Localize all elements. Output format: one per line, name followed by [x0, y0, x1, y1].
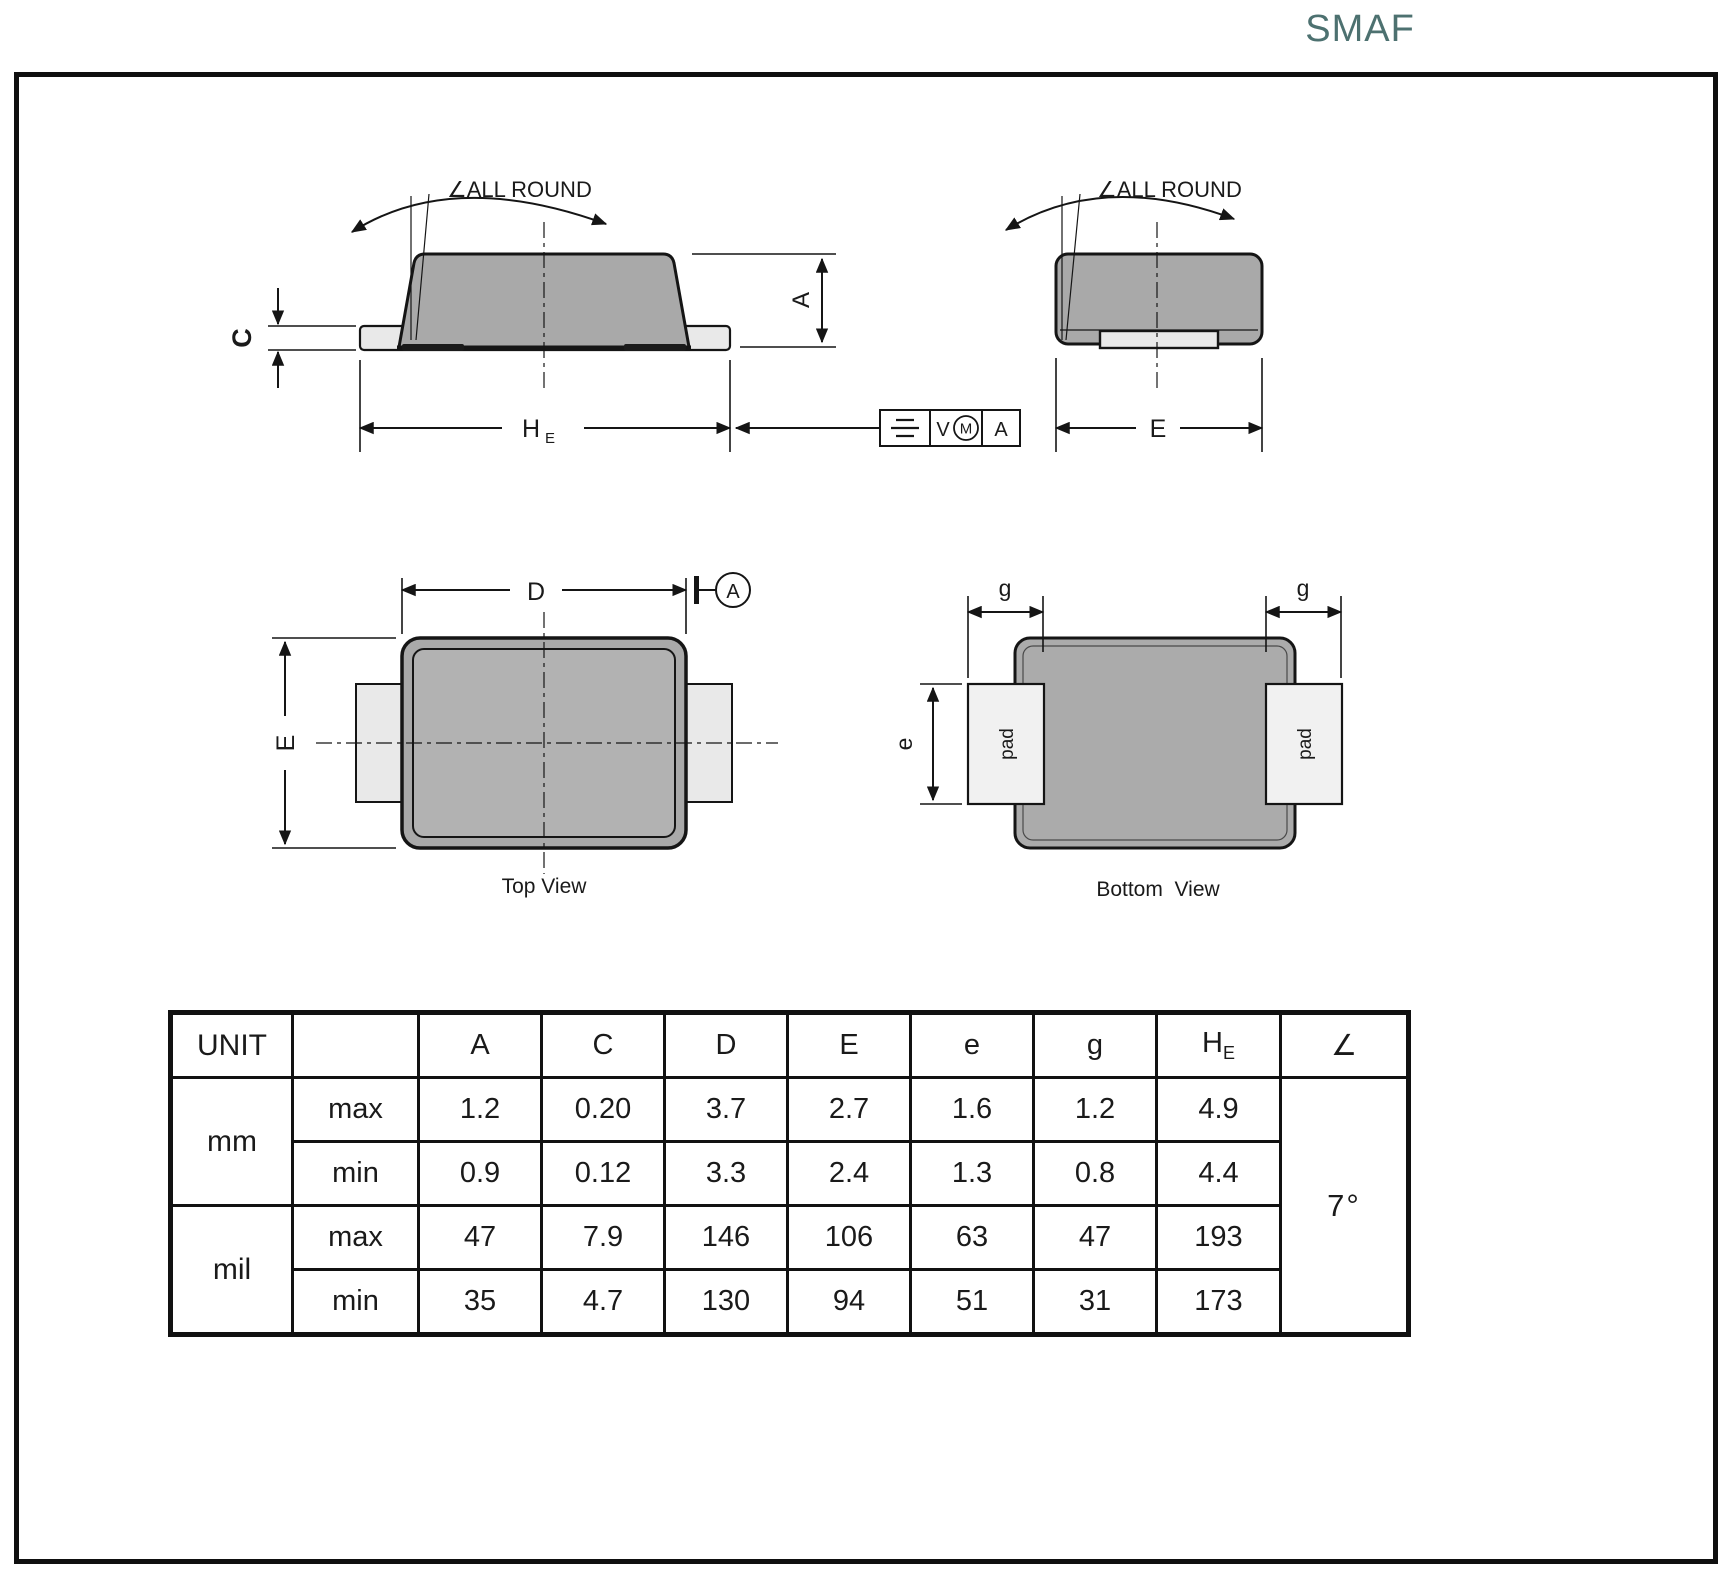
- cell-mil-max-he: 193: [1157, 1206, 1281, 1270]
- header-col-e: E: [788, 1013, 911, 1078]
- row-label-min: min: [293, 1142, 419, 1206]
- cell-mm-max-e: 2.7: [788, 1078, 911, 1142]
- dimension-table: [168, 1010, 1411, 1337]
- front-dim-he-sub: E: [545, 430, 556, 447]
- bottom-pad-right-label: pad: [1295, 728, 1316, 760]
- bottom-pad-left-label: pad: [997, 728, 1018, 760]
- front-all-round-label: ∠ALL ROUND: [447, 177, 592, 202]
- front-dim-a-label: A: [788, 291, 815, 309]
- cell-mil-min-d: 130: [665, 1270, 788, 1335]
- header-col-d: D: [665, 1013, 788, 1078]
- header-blank: [293, 1013, 419, 1078]
- cell-mm-max-a: 1.2: [419, 1078, 542, 1142]
- bottom-dim-e: [891, 684, 962, 804]
- top-view-caption: Top View: [501, 875, 587, 898]
- front-foot-left: [402, 344, 464, 351]
- cell-mil-min-c: 4.7: [542, 1270, 665, 1335]
- cell-mil-min-he: 173: [1157, 1270, 1281, 1335]
- cell-angle-value: 7°: [1281, 1078, 1409, 1335]
- front-angle-arc: [352, 198, 606, 232]
- cell-mil-max-c: 7.9: [542, 1206, 665, 1270]
- fcf-tolerance-label: V: [936, 419, 950, 441]
- cell-mil-min-e2: 51: [911, 1270, 1034, 1335]
- header-col-he: $H_E$: [1157, 1013, 1281, 1078]
- datum-a-flag: [694, 573, 750, 607]
- row-label-min-mil: min: [293, 1270, 419, 1335]
- cell-mil-max-e: 106: [788, 1206, 911, 1270]
- front-dim-he: [360, 360, 730, 452]
- bottom-view-caption: Bottom View: [1096, 878, 1220, 901]
- dimension-table-wrap: [168, 1010, 1411, 1337]
- top-dim-e-label: E: [272, 734, 300, 752]
- cell-mm-min-g: 0.8: [1034, 1142, 1157, 1206]
- header-col-angle: ∠: [1281, 1013, 1409, 1078]
- table-row-mil-max: [171, 1206, 1409, 1270]
- cell-mm-min-d: 3.3: [665, 1142, 788, 1206]
- front-dim-c: [227, 288, 356, 388]
- header-col-c: C: [542, 1013, 665, 1078]
- cell-mil-max-d: 146: [665, 1206, 788, 1270]
- cell-mil-min-g: 31: [1034, 1270, 1157, 1335]
- front-dim-c-label: C: [227, 328, 257, 348]
- bottom-dim-e-label: e: [891, 737, 917, 751]
- top-dim-d-label: D: [526, 578, 546, 606]
- cell-mm-max-g: 1.2: [1034, 1078, 1157, 1142]
- unit-mil: mil: [171, 1206, 293, 1335]
- header-col-g: g: [1034, 1013, 1157, 1078]
- cell-mm-min-e2: 1.3: [911, 1142, 1034, 1206]
- cell-mil-max-e2: 63: [911, 1206, 1034, 1270]
- front-view: [227, 177, 1020, 452]
- unit-mm: mm: [171, 1078, 293, 1206]
- cell-mm-max-e2: 1.6: [911, 1078, 1034, 1142]
- cell-mil-max-g: 47: [1034, 1206, 1157, 1270]
- cell-mm-min-a: 0.9: [419, 1142, 542, 1206]
- front-foot-right: [624, 344, 686, 351]
- bottom-body: [1015, 638, 1295, 848]
- cell-mm-max-d: 3.7: [665, 1078, 788, 1142]
- table-row-mm-max: [171, 1078, 1409, 1142]
- end-all-round-label: ∠ALL ROUND: [1097, 177, 1242, 202]
- top-view: [270, 573, 778, 898]
- end-view: [1006, 177, 1262, 452]
- end-dim-e: [1056, 358, 1262, 452]
- fcf-datum-label: A: [994, 419, 1008, 441]
- table-row-mm-min: [171, 1142, 1409, 1206]
- bottom-dim-g-right-label: g: [1296, 575, 1310, 601]
- header-col-a: A: [419, 1013, 542, 1078]
- table-header-row: [171, 1013, 1409, 1078]
- header-unit: UNIT: [171, 1013, 293, 1078]
- page-title: SMAF: [1305, 8, 1415, 50]
- table-row-mil-min: [171, 1270, 1409, 1335]
- fcf-modifier-label: M: [959, 420, 973, 438]
- front-dim-he-label: H: [521, 415, 541, 443]
- row-label-max: max: [293, 1078, 419, 1142]
- cell-mm-max-he: 4.9: [1157, 1078, 1281, 1142]
- end-dim-e-label: E: [1149, 415, 1167, 443]
- cell-mm-max-c: 0.20: [542, 1078, 665, 1142]
- bottom-dim-g-left-label: g: [998, 575, 1012, 601]
- cell-mil-max-a: 47: [419, 1206, 542, 1270]
- cell-mil-min-a: 35: [419, 1270, 542, 1335]
- datum-a-label: A: [726, 581, 740, 603]
- cell-mm-min-he: 4.4: [1157, 1142, 1281, 1206]
- header-col-e-small: e: [911, 1013, 1034, 1078]
- cell-mil-min-e: 94: [788, 1270, 911, 1335]
- cell-mm-min-e: 2.4: [788, 1142, 911, 1206]
- top-dim-d: [402, 573, 750, 634]
- front-feature-control-frame: [736, 410, 1020, 446]
- cell-mm-min-c: 0.12: [542, 1142, 665, 1206]
- bottom-view: [891, 575, 1342, 901]
- end-pad-strip: [1100, 331, 1218, 348]
- row-label-max-mil: max: [293, 1206, 419, 1270]
